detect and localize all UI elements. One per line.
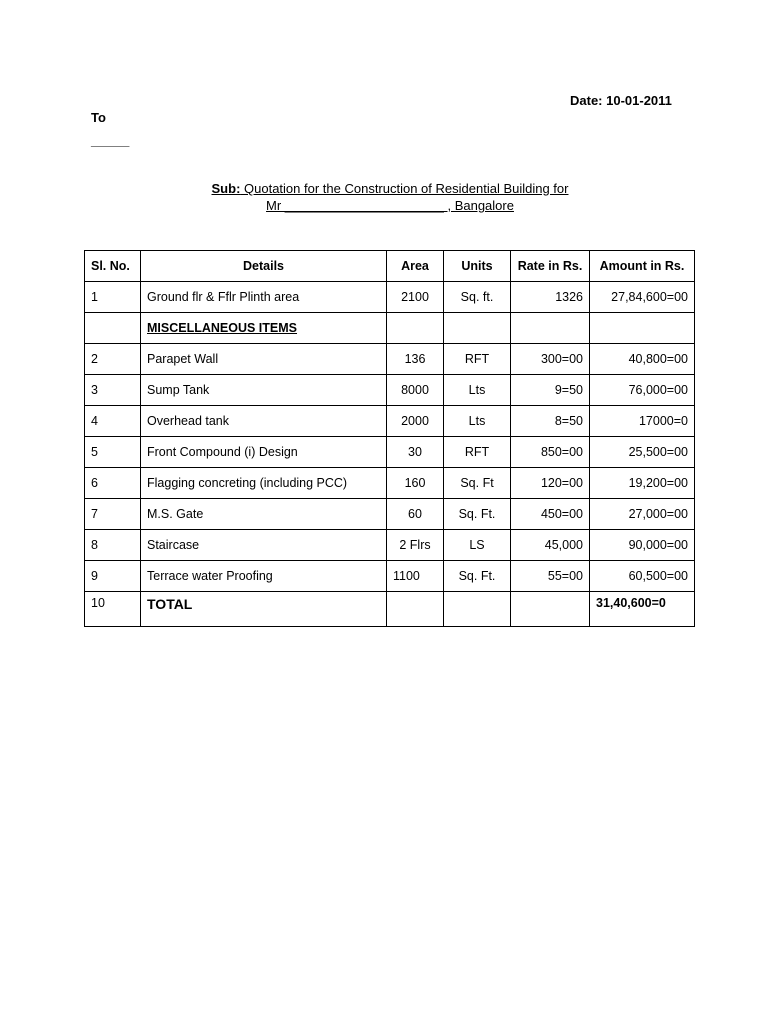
cell-sl: 8 — [85, 530, 141, 561]
quotation-table — [84, 250, 695, 627]
cell-area: 2000 — [387, 406, 444, 437]
header-amount: Amount in Rs. — [590, 251, 695, 282]
total-rate-empty — [511, 592, 590, 627]
cell-units: LS — [444, 530, 511, 561]
cell-units: Sq. Ft — [444, 468, 511, 499]
cell-details: Flagging concreting (including PCC) — [141, 468, 387, 499]
cell-amount: 60,500=00 — [590, 561, 695, 592]
cell-units: RFT — [444, 344, 511, 375]
table-row — [85, 437, 695, 468]
table-row — [85, 499, 695, 530]
cell-rate: 9=50 — [511, 375, 590, 406]
cell-amount: 27,000=00 — [590, 499, 695, 530]
header-area: Area — [387, 251, 444, 282]
cell-rate: 1326 — [511, 282, 590, 313]
cell-rate: 45,000 — [511, 530, 590, 561]
table-row — [85, 375, 695, 406]
cell-area: 136 — [387, 344, 444, 375]
subject-line-2: Mr ______________________ , Bangalore — [266, 198, 514, 213]
total-amount: 31,40,600=0 — [590, 592, 695, 627]
table-header-row — [85, 251, 695, 282]
subject-block — [90, 180, 690, 214]
subject-line-1 — [90, 180, 690, 197]
cell-units: Sq. Ft. — [444, 499, 511, 530]
cell-details: M.S. Gate — [141, 499, 387, 530]
cell-area: 60 — [387, 499, 444, 530]
cell-rate: 450=00 — [511, 499, 590, 530]
table-row-section — [85, 313, 695, 344]
cell-details: Front Compound (i) Design — [141, 437, 387, 468]
cell-sl: 4 — [85, 406, 141, 437]
cell-rate: 120=00 — [511, 468, 590, 499]
cell-units: RFT — [444, 437, 511, 468]
cell-details: Sump Tank — [141, 375, 387, 406]
table-row — [85, 344, 695, 375]
cell-amount: 90,000=00 — [590, 530, 695, 561]
header-details: Details — [141, 251, 387, 282]
date-text: Date: 10-01-2011 — [570, 93, 672, 108]
cell-sl: 7 — [85, 499, 141, 530]
cell-details: Overhead tank — [141, 406, 387, 437]
cell-details: Staircase — [141, 530, 387, 561]
cell-area: 160 — [387, 468, 444, 499]
table-row — [85, 282, 695, 313]
header-units: Units — [444, 251, 511, 282]
cell-sl: 2 — [85, 344, 141, 375]
cell-units: Lts — [444, 375, 511, 406]
cell-amount: 17000=0 — [590, 406, 695, 437]
header-sl-no: Sl. No. — [85, 251, 141, 282]
cell-amount: 19,200=00 — [590, 468, 695, 499]
subject-text: Quotation for the Construction of Residential Building for — [240, 181, 569, 196]
cell-rate: 300=00 — [511, 344, 590, 375]
table-total-row — [85, 592, 695, 627]
cell-sl: 6 — [85, 468, 141, 499]
cell-area: 30 — [387, 437, 444, 468]
cell-details: Terrace water Proofing — [141, 561, 387, 592]
cell-area: 2100 — [387, 282, 444, 313]
cell-sl: 9 — [85, 561, 141, 592]
cell-area: 2 Flrs — [387, 530, 444, 561]
total-label: TOTAL — [141, 592, 387, 627]
cell-sl — [85, 313, 141, 344]
cell-units — [444, 313, 511, 344]
cell-details: Ground flr & Fflr Plinth area — [141, 282, 387, 313]
cell-amount: 40,800=00 — [590, 344, 695, 375]
table-row — [85, 561, 695, 592]
cell-sl: 1 — [85, 282, 141, 313]
cell-details: Parapet Wall — [141, 344, 387, 375]
cell-amount: 25,500=00 — [590, 437, 695, 468]
cell-amount: 76,000=00 — [590, 375, 695, 406]
cell-sl: 3 — [85, 375, 141, 406]
total-sl: 10 — [85, 592, 141, 627]
to-label: To — [91, 110, 106, 125]
header-rate: Rate in Rs. — [511, 251, 590, 282]
cell-area: 1100 — [387, 561, 444, 592]
cell-area — [387, 313, 444, 344]
cell-area: 8000 — [387, 375, 444, 406]
table-row — [85, 406, 695, 437]
cell-units: Lts — [444, 406, 511, 437]
cell-rate — [511, 313, 590, 344]
table-row — [85, 468, 695, 499]
cell-rate: 55=00 — [511, 561, 590, 592]
section-heading-miscellaneous: MISCELLANEOUS ITEMS — [141, 313, 387, 344]
cell-rate: 850=00 — [511, 437, 590, 468]
cell-amount — [590, 313, 695, 344]
subject-label: Sub: — [211, 181, 241, 196]
cell-rate: 8=50 — [511, 406, 590, 437]
total-area-empty — [387, 592, 444, 627]
cell-sl: 5 — [85, 437, 141, 468]
table-row — [85, 530, 695, 561]
cell-amount: 27,84,600=00 — [590, 282, 695, 313]
cell-units: Sq. Ft. — [444, 561, 511, 592]
to-recipient-blank: ______ — [91, 133, 129, 148]
total-units-empty — [444, 592, 511, 627]
cell-units: Sq. ft. — [444, 282, 511, 313]
